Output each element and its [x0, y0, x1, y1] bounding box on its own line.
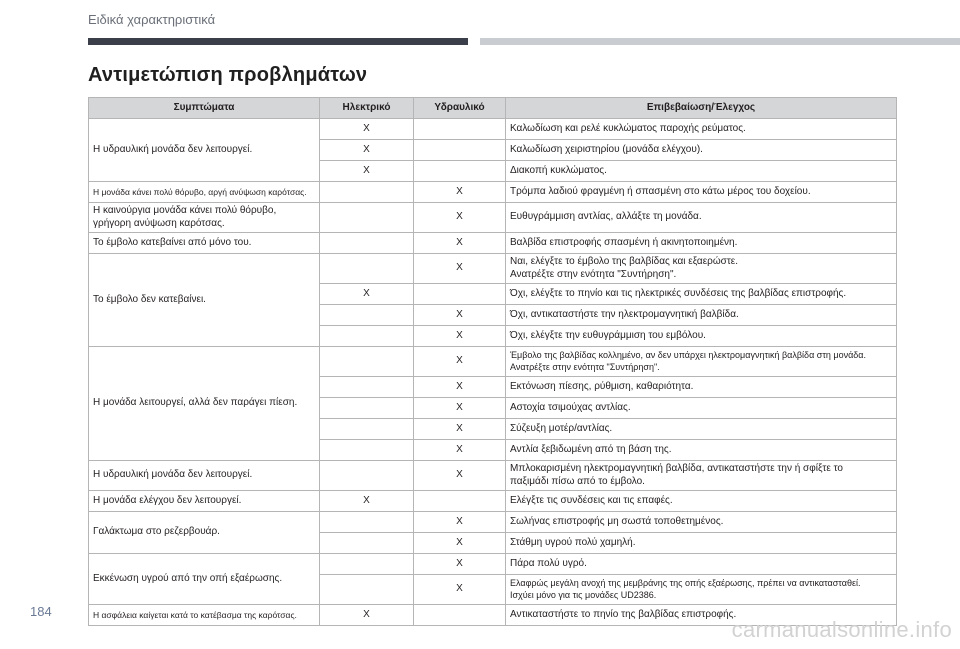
hydraulic-cell: X [414, 305, 506, 326]
table-row [89, 203, 897, 233]
header-bar-dark [88, 38, 468, 45]
watermark: carmanualsonline.info [731, 617, 952, 642]
electric-cell [320, 419, 414, 440]
solution-cell: Ευθυγράμμιση αντλίας, αλλάξτε τη μονάδα. [506, 203, 897, 233]
solution-cell: Έμβολο της βαλβίδας κολλημένο, αν δεν υπάρχει ηλεκτρομαγνητική βαλβίδα στη μονάδα. Ανατρέξτε στην ενότητα "Συντήρηση". [506, 347, 897, 377]
electric-cell [320, 203, 414, 233]
header-bar-light [480, 38, 960, 45]
electric-cell [320, 398, 414, 419]
hydraulic-cell: X [414, 203, 506, 233]
hydraulic-cell: X [414, 326, 506, 347]
electric-cell: X [320, 605, 414, 626]
hydraulic-cell [414, 140, 506, 161]
symptom-cell: Το έμβολο κατεβαίνει από μόνο του. [89, 233, 320, 254]
symptom-cell: Η μονάδα κάνει πολύ θόρυβο, αργή ανύψωση καρότσας. [89, 182, 320, 203]
table-row [89, 182, 897, 203]
section-label: Ειδικά χαρακτηριστικά [88, 12, 216, 27]
electric-cell [320, 533, 414, 554]
electric-cell [320, 575, 414, 605]
solution-cell: Σύζευξη μοτέρ/αντλίας. [506, 419, 897, 440]
electric-cell: X [320, 284, 414, 305]
hydraulic-cell: X [414, 554, 506, 575]
hydraulic-cell: X [414, 254, 506, 284]
electric-cell: X [320, 161, 414, 182]
electric-cell [320, 554, 414, 575]
column-header-hydraulic: Υδραυλικό [414, 98, 506, 119]
solution-cell: Ελαφρώς μεγάλη ανοχή της μεμβράνης της οπής εξαέρωσης, πρέπει να αντικατασταθεί. Ισχύει μόνο για τις μονάδες UD2386. [506, 575, 897, 605]
solution-cell: Τρόμπα λαδιού φραγμένη ή σπασμένη στο κάτω μέρος του δοχείου. [506, 182, 897, 203]
solution-cell: Βαλβίδα επιστροφής σπασμένη ή ακινητοποιημένη. [506, 233, 897, 254]
troubleshooting-table [88, 97, 897, 626]
column-header-symptoms: Συμπτώματα [89, 98, 320, 119]
solution-cell: Μπλοκαρισμένη ηλεκτρομαγνητική βαλβίδα, αντικαταστήστε την ή σφίξτε το παξιμάδι πίσω από το έμβολο. [506, 461, 897, 491]
table-row [89, 254, 897, 284]
symptom-cell: Η υδραυλική μονάδα δεν λειτουργεί. [89, 461, 320, 491]
symptom-cell: Γαλάκτωμα στο ρεζερβουάρ. [89, 512, 320, 554]
hydraulic-cell: X [414, 575, 506, 605]
symptom-cell: Εκκένωση υγρού από την οπή εξαέρωσης. [89, 554, 320, 605]
hydraulic-cell: X [414, 233, 506, 254]
solution-cell: Ναι, ελέγξτε το έμβολο της βαλβίδας και εξαερώστε. Ανατρέξτε στην ενότητα "Συντήρηση". [506, 254, 897, 284]
electric-cell: X [320, 119, 414, 140]
solution-cell: Διακοπή κυκλώματος. [506, 161, 897, 182]
column-header-electric: Ηλεκτρικό [320, 98, 414, 119]
table-row [89, 554, 897, 575]
solution-cell: Σωλήνας επιστροφής μη σωστά τοποθετημένος. [506, 512, 897, 533]
symptom-cell: Η μονάδα ελέγχου δεν λειτουργεί. [89, 491, 320, 512]
table-row [89, 461, 897, 491]
symptom-cell: Η υδραυλική μονάδα δεν λειτουργεί. [89, 119, 320, 182]
electric-cell [320, 233, 414, 254]
solution-cell: Εκτόνωση πίεσης, ρύθμιση, καθαριότητα. [506, 377, 897, 398]
symptom-cell: Η καινούργια μονάδα κάνει πολύ θόρυβο, γρήγορη ανύψωση καρότσας. [89, 203, 320, 233]
solution-cell: Αντλία ξεβιδωμένη από τη βάση της. [506, 440, 897, 461]
hydraulic-cell: X [414, 512, 506, 533]
hydraulic-cell: X [414, 182, 506, 203]
hydraulic-cell [414, 161, 506, 182]
symptom-cell: Η μονάδα λειτουργεί, αλλά δεν παράγει πίεση. [89, 347, 320, 461]
electric-cell [320, 377, 414, 398]
table-header-row [89, 98, 897, 119]
solution-cell: Ελέγξτε τις συνδέσεις και τις επαφές. [506, 491, 897, 512]
solution-cell: Πάρα πολύ υγρό. [506, 554, 897, 575]
electric-cell: X [320, 140, 414, 161]
solution-cell: Όχι, ελέγξτε την ευθυγράμμιση του εμβόλου. [506, 326, 897, 347]
page-title: Αντιμετώπιση προβλημάτων [88, 64, 368, 86]
page-number: 184 [30, 604, 52, 619]
table-row [89, 347, 897, 377]
hydraulic-cell: X [414, 347, 506, 377]
symptom-cell: Το έμβολο δεν κατεβαίνει. [89, 254, 320, 347]
hydraulic-cell [414, 605, 506, 626]
solution-cell: Καλωδίωση χειριστηρίου (μονάδα ελέγχου). [506, 140, 897, 161]
solution-cell: Στάθμη υγρού πολύ χαμηλή. [506, 533, 897, 554]
table-row [89, 233, 897, 254]
electric-cell [320, 326, 414, 347]
solution-cell: Καλωδίωση και ρελέ κυκλώματος παροχής ρεύματος. [506, 119, 897, 140]
hydraulic-cell: X [414, 398, 506, 419]
table-row [89, 119, 897, 140]
solution-cell: Αντικαταστήστε το πηνίο της βαλβίδας επιστροφής. [506, 605, 897, 626]
column-header-check: Επιβεβαίωση/Έλεγχος [506, 98, 897, 119]
header-bar [88, 38, 960, 45]
electric-cell [320, 461, 414, 491]
electric-cell [320, 305, 414, 326]
table-row [89, 491, 897, 512]
table-row [89, 512, 897, 533]
hydraulic-cell [414, 119, 506, 140]
electric-cell [320, 347, 414, 377]
electric-cell [320, 512, 414, 533]
electric-cell: X [320, 491, 414, 512]
solution-cell: Αστοχία τσιμούχας αντλίας. [506, 398, 897, 419]
hydraulic-cell: X [414, 377, 506, 398]
electric-cell [320, 254, 414, 284]
hydraulic-cell: X [414, 461, 506, 491]
hydraulic-cell: X [414, 419, 506, 440]
hydraulic-cell: X [414, 440, 506, 461]
hydraulic-cell [414, 284, 506, 305]
solution-cell: Όχι, ελέγξτε το πηνίο και τις ηλεκτρικές συνδέσεις της βαλβίδας επιστροφής. [506, 284, 897, 305]
electric-cell [320, 182, 414, 203]
electric-cell [320, 440, 414, 461]
hydraulic-cell: X [414, 533, 506, 554]
hydraulic-cell [414, 491, 506, 512]
symptom-cell: Η ασφάλεια καίγεται κατά το κατέβασμα της καρότσας. [89, 605, 320, 626]
solution-cell: Όχι, αντικαταστήστε την ηλεκτρομαγνητική βαλβίδα. [506, 305, 897, 326]
